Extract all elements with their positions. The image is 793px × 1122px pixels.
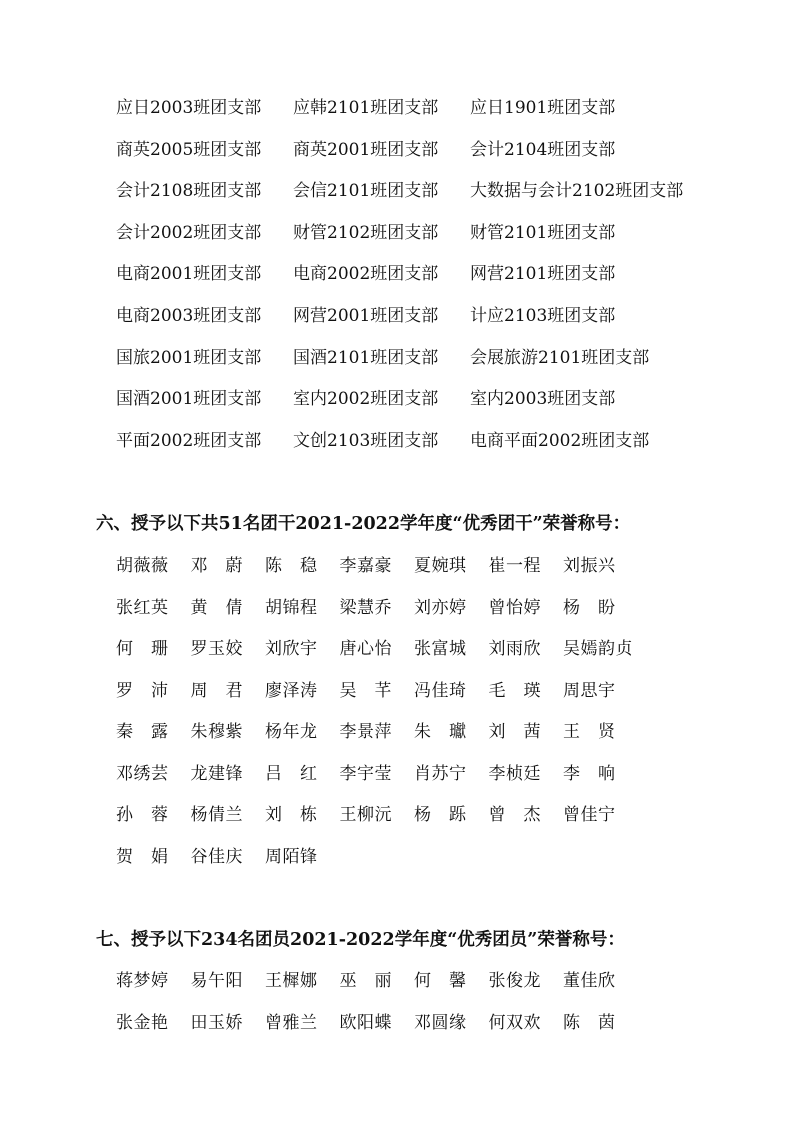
cadre-name: 刘 栋 [265,805,318,825]
cadre-name: 杨 跞 [414,805,467,825]
branch-item: 会计2002班团支部 [116,222,262,243]
cadre-name: 刘欣宇 [265,639,318,659]
cadre-name: 周 君 [190,680,243,701]
branch-item: 会信2101班团支部 [293,181,439,202]
branch-item: 应韩2101班团支部 [293,98,439,118]
cadre-name: 曾怡婷 [488,597,541,618]
cadre-name: 王 贤 [563,722,616,742]
member-name: 陈 茵 [563,1012,616,1033]
branch-item: 电商2003班团支部 [116,305,262,326]
cadre-name: 李宇莹 [339,763,392,784]
branch-item: 财管2102班团支部 [293,222,439,243]
member-name: 易午阳 [190,971,243,991]
member-name: 邓圆缘 [414,1012,467,1033]
cadre-name: 朱 瓛 [414,722,467,742]
cadre-name: 贺 娟 [116,846,169,867]
branch-list [116,94,710,468]
section-seven-heading: 七、授予以下234名团员2021-2022学年度“优秀团员”荣誉称号： [96,930,625,950]
cadre-name: 张红英 [116,597,169,618]
branch-item: 室内2003班团支部 [470,389,616,410]
cadre-name: 周思宇 [563,680,616,701]
cadre-name: 李桢廷 [488,763,541,784]
cadre-name: 张富城 [414,639,467,659]
cadre-name: 周陌锋 [265,846,318,867]
cadre-name: 曾 杰 [488,805,541,825]
member-name: 蒋梦婷 [116,971,169,991]
branch-item: 会计2108班团支部 [116,181,262,202]
cadre-name: 王柳沅 [339,805,392,825]
branch-item: 电商2001班团支部 [116,264,262,285]
cadre-name: 吕 红 [265,763,318,784]
member-name: 巫 丽 [339,971,392,991]
cadre-name: 肖苏宁 [414,763,467,784]
branch-item: 网营2101班团支部 [470,264,616,285]
member-name: 张俊龙 [488,971,541,991]
branch-item: 平面2002班团支部 [116,430,262,451]
cadre-name: 廖泽涛 [265,680,318,701]
cadre-name: 李 响 [563,763,616,784]
branch-item: 室内2002班团支部 [293,389,439,410]
cadre-name: 曾佳宁 [563,805,616,825]
excellent-cadre-name-list [116,552,638,884]
cadre-name: 黄 倩 [190,597,243,618]
branch-item: 计应2103班团支部 [470,305,616,326]
section-six-heading: 六、授予以下共51名团干2021-2022学年度“优秀团干”荣誉称号： [96,514,631,534]
cadre-name: 陈 稳 [265,556,318,576]
cadre-name: 胡薇薇 [116,556,169,576]
cadre-name: 吴 芊 [339,680,392,701]
cadre-name: 罗 沛 [116,680,169,701]
excellent-member-name-list [116,967,638,1050]
cadre-name: 秦 露 [116,722,169,742]
cadre-name: 孙 蓉 [116,805,169,825]
cadre-name: 吴嫣韵贞 [563,639,633,659]
branch-item: 国酒2001班团支部 [116,389,262,410]
cadre-name: 谷佳庆 [190,846,243,867]
cadre-name: 刘振兴 [563,556,616,576]
cadre-name: 杨年龙 [265,722,318,742]
member-name: 曾雅兰 [265,1012,318,1033]
cadre-name: 梁慧乔 [339,597,392,618]
cadre-name: 唐心怡 [339,639,392,659]
branch-item: 商英2005班团支部 [116,139,262,160]
cadre-name: 杨倩兰 [190,805,243,825]
cadre-name: 夏婉琪 [414,556,467,576]
branch-item: 大数据与会计2102班团支部 [470,181,684,202]
member-name: 王樨娜 [265,971,318,991]
branch-item: 国酒2101班团支部 [293,347,439,368]
cadre-name: 冯佳琦 [414,680,467,701]
cadre-name: 何 珊 [116,639,169,659]
cadre-name: 龙建锋 [190,763,243,784]
branch-item: 应日1901班团支部 [470,98,616,118]
branch-item: 网营2001班团支部 [293,305,439,326]
cadre-name: 朱穆紫 [190,722,243,742]
member-name: 张金艳 [116,1012,169,1033]
cadre-name: 毛 瑛 [488,680,541,701]
cadre-name: 刘雨欣 [488,639,541,659]
branch-item: 应日2003班团支部 [116,98,262,118]
member-name: 何 馨 [414,971,467,991]
branch-item: 文创2103班团支部 [293,430,439,451]
cadre-name: 刘 茜 [488,722,541,742]
branch-item: 商英2001班团支部 [293,139,439,160]
branch-item: 会展旅游2101班团支部 [470,347,650,368]
member-name: 董佳欣 [563,971,616,991]
member-name: 何双欢 [488,1012,541,1033]
cadre-name: 杨 盼 [563,597,616,618]
branch-item: 会计2104班团支部 [470,139,616,160]
member-name: 欧阳蝶 [339,1012,392,1033]
cadre-name: 刘亦婷 [414,597,467,618]
cadre-name: 李嘉豪 [339,556,392,576]
cadre-name: 邓 蔚 [190,556,243,576]
member-name: 田玉娇 [190,1012,243,1033]
branch-item: 财管2101班团支部 [470,222,616,243]
branch-item: 国旅2001班团支部 [116,347,262,368]
cadre-name: 邓绣芸 [116,763,169,784]
cadre-name: 罗玉姣 [190,639,243,659]
cadre-name: 崔一程 [488,556,541,576]
branch-item: 电商2002班团支部 [293,264,439,285]
cadre-name: 胡锦程 [265,597,318,618]
branch-item: 电商平面2002班团支部 [470,430,650,451]
cadre-name: 李景萍 [339,722,392,742]
